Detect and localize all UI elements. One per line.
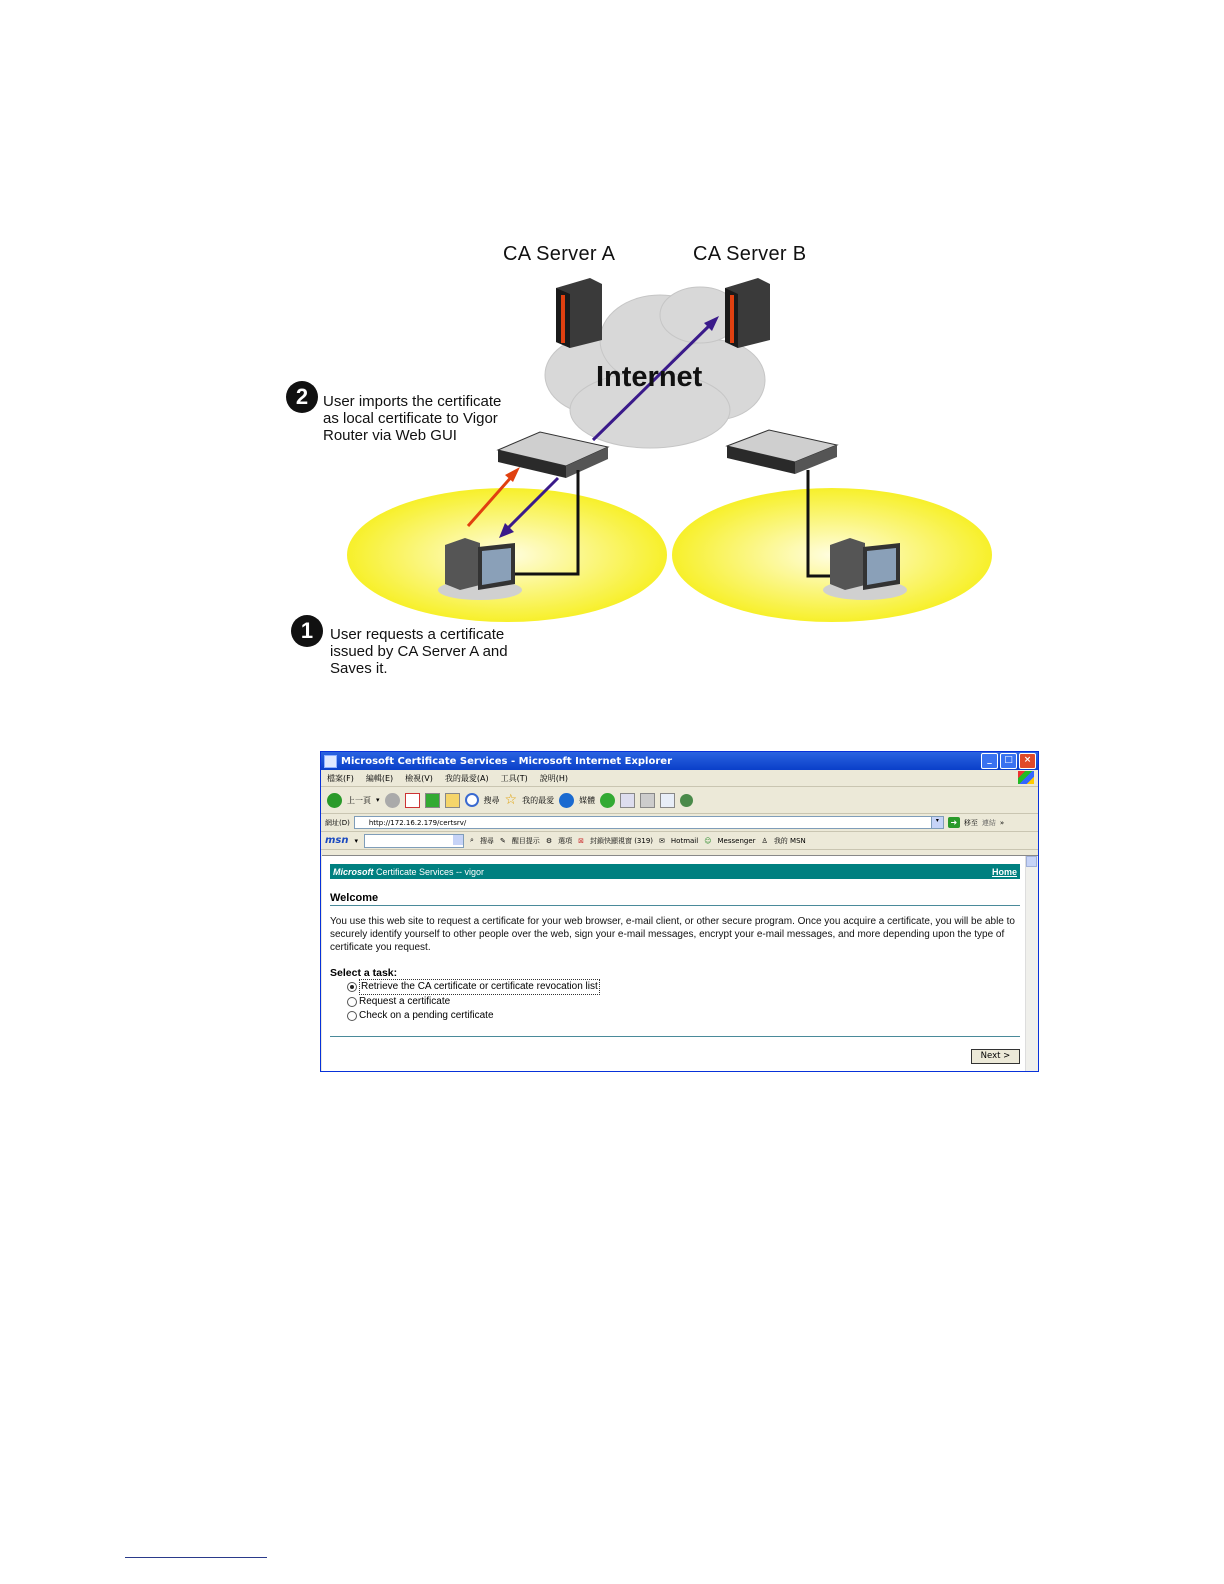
back-button-label[interactable]: 上一頁 (347, 795, 371, 805)
msn-mymsn-button[interactable]: 我的 MSN (773, 836, 806, 845)
task-option-request[interactable] (330, 995, 1020, 1009)
vigor-router-b (727, 430, 837, 474)
links-label[interactable]: 連結 (981, 818, 996, 827)
step2-text (323, 393, 501, 444)
stop-icon[interactable] (405, 793, 420, 808)
server-a-label: CA Server A (503, 243, 616, 265)
divider (330, 1036, 1020, 1037)
network-diagram (0, 0, 1224, 720)
maximize-button[interactable]: □ (1000, 753, 1017, 769)
internet-label: Internet (596, 361, 703, 393)
welcome-heading: Welcome (330, 892, 1020, 906)
ie-page-icon (324, 755, 337, 768)
menu-bar (321, 770, 1038, 787)
menu-help[interactable]: 說明(H) (539, 773, 568, 783)
banner-text: Certificate Services -- vigor (376, 866, 485, 877)
options-icon[interactable]: ⚙ (545, 836, 553, 845)
menu-view[interactable]: 檢視(V) (405, 773, 433, 783)
msn-messenger-button[interactable]: Messenger (717, 836, 756, 845)
scroll-up-icon[interactable] (1026, 856, 1037, 867)
footer-rule (125, 1557, 267, 1558)
menu-tools[interactable]: 工具(T) (500, 773, 528, 783)
close-button[interactable]: × (1019, 753, 1036, 769)
home-icon[interactable] (445, 793, 460, 808)
popup-blocker-icon[interactable]: ⊠ (578, 836, 584, 845)
address-bar (321, 814, 1038, 832)
msn-search-icon[interactable]: ⌕ (470, 836, 474, 844)
back-dropdown-icon[interactable]: ▾ (376, 796, 380, 804)
banner-title (333, 867, 484, 877)
pc-a (438, 538, 522, 600)
msn-options-button[interactable]: 選項 (558, 836, 573, 845)
select-task-heading: Select a task: (330, 967, 398, 979)
refresh-icon[interactable] (425, 793, 440, 808)
msn-search-dropdown-icon[interactable] (453, 835, 463, 845)
next-button[interactable]: Next > (971, 1049, 1020, 1064)
step1-line1: User requests a certificate (330, 626, 505, 643)
toolbar (321, 787, 1038, 814)
page-banner (330, 864, 1020, 879)
msn-dropdown-icon[interactable]: ▾ (354, 836, 359, 845)
task-option-check[interactable] (330, 1009, 1020, 1023)
msn-toolbar (321, 832, 1038, 850)
step1-line3: Saves it. (330, 660, 388, 677)
ca-server-b (725, 278, 770, 348)
window-title: Microsoft Certificate Services - Microsoft Internet Explorer (341, 755, 672, 767)
home-link[interactable]: Home (991, 866, 1017, 877)
msn-search-button[interactable]: 搜尋 (479, 836, 494, 845)
msn-logo[interactable]: msn (325, 835, 349, 846)
welcome-description: You use this web site to request a certificate for your web browser, e-mail client, or other secure program. Once you acquire a certificate, you will be able to securely identify yourself to other people over the web, sign your e-mail messages, encrypt your e-mail messages, and more depending upon the type of certificate you request. (330, 916, 1015, 953)
edit-icon[interactable] (660, 793, 675, 808)
msn-hotmail-button[interactable]: Hotmail (670, 836, 699, 845)
highlight-icon[interactable]: ✎ (499, 836, 506, 845)
ie-window (320, 751, 1039, 1072)
step2-line3: Router via Web GUI (323, 427, 457, 444)
task-option-retrieve-label[interactable]: Retrieve the CA certificate or certificate revocation list (359, 979, 600, 995)
radio-check[interactable] (347, 1011, 357, 1021)
task-option-request-label[interactable]: Request a certificate (359, 996, 451, 1007)
mail-icon[interactable] (620, 793, 635, 808)
mymsn-icon[interactable]: ♙ (761, 836, 768, 845)
menu-file[interactable]: 檔案(F) (327, 773, 354, 783)
windows-logo-icon (1018, 771, 1034, 784)
step2-line2: as local certificate to Vigor (323, 410, 498, 427)
msn-highlight-button[interactable]: 醒目提示 (511, 836, 540, 845)
step1-number: 1 (291, 615, 323, 647)
page-viewport (322, 855, 1038, 1072)
task-option-check-label[interactable]: Check on a pending certificate (359, 1010, 494, 1021)
task-option-retrieve[interactable] (330, 979, 1020, 995)
msn-search-input[interactable] (364, 834, 464, 848)
forward-arrow-icon[interactable] (385, 793, 400, 808)
address-dropdown-icon[interactable]: ▾ (931, 817, 943, 828)
address-input[interactable] (354, 816, 944, 829)
title-bar (321, 752, 1038, 770)
minimize-button[interactable]: _ (981, 753, 998, 769)
step2-line1: User imports the certificate (323, 393, 502, 410)
cert-services-page (330, 864, 1020, 1037)
back-arrow-icon[interactable] (327, 793, 342, 808)
search-button-label[interactable]: 搜尋 (483, 795, 500, 805)
address-label: 網址(D) (325, 818, 350, 827)
messenger-small-icon[interactable]: ☺ (704, 836, 712, 845)
msn-popup-blocker-button[interactable]: 封鎖快顯視窗 (319) (589, 836, 654, 845)
chevron-right-icon[interactable]: » (999, 818, 1005, 827)
go-arrow-icon[interactable]: ➜ (948, 817, 960, 828)
url-text[interactable]: http://172.16.2.179/certsrv/ (368, 818, 467, 827)
radio-retrieve[interactable] (347, 982, 357, 992)
menu-edit[interactable]: 編輯(E) (365, 773, 394, 783)
favorites-button-label[interactable]: 我的最愛 (522, 795, 555, 805)
print-icon[interactable] (640, 793, 655, 808)
media-button-label[interactable]: 媒體 (579, 795, 596, 805)
history-icon[interactable] (600, 793, 615, 808)
menu-favorites[interactable]: 我的最愛(A) (444, 773, 489, 783)
step1-line2: issued by CA Server A and (330, 643, 508, 660)
vertical-scrollbar[interactable] (1025, 856, 1038, 1072)
favorites-star-icon[interactable]: ☆ (504, 792, 518, 808)
messenger-icon[interactable] (680, 794, 693, 807)
diagram-graphic (0, 0, 1224, 720)
hotmail-icon[interactable]: ✉ (659, 836, 665, 845)
search-icon[interactable] (465, 793, 479, 807)
go-button-label[interactable]: 移至 (963, 818, 978, 827)
banner-brand: Microsoft (333, 866, 374, 877)
ca-server-a (556, 278, 602, 348)
pc-b (823, 538, 907, 600)
step2-number: 2 (286, 381, 318, 413)
server-b-label: CA Server B (693, 243, 807, 265)
media-icon[interactable] (559, 793, 574, 808)
radio-request[interactable] (347, 997, 357, 1007)
step1-text (330, 626, 508, 677)
